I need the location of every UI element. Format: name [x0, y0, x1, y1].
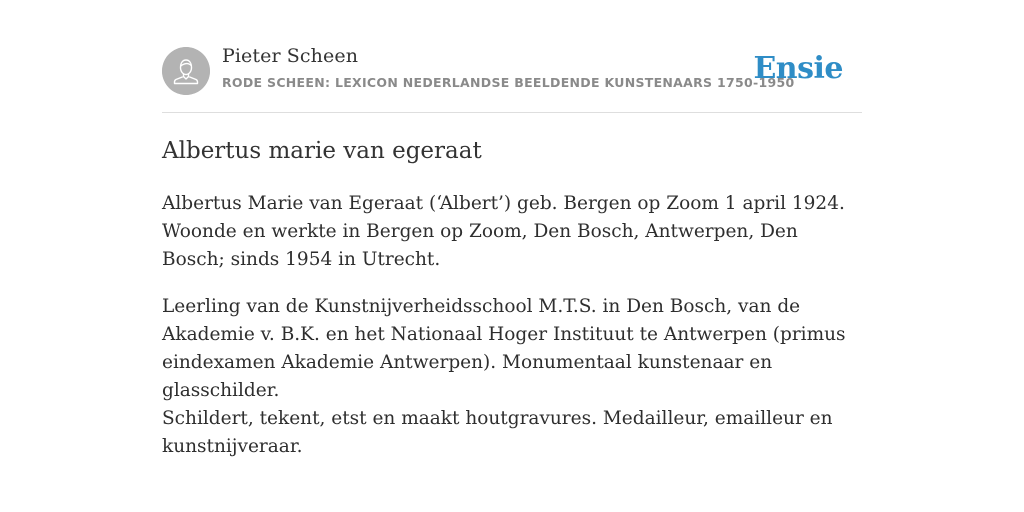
article-title: Albertus marie van egeraat — [162, 138, 482, 164]
article-paragraph: Albertus Marie van Egeraat (‘Albert’) geb. Bergen op Zoom 1 april 1924. Woonde en werkte in Bergen op Zoom, Den Bosch, Antwerpen, Den Bosch; sinds 1954 in Utrecht. — [162, 193, 845, 270]
article-paragraph: Schildert, tekent, etst en maakt houtgravures. Medailleur, emailleur en kunstnijveraar. — [162, 408, 833, 457]
avatar[interactable] — [162, 47, 210, 95]
article-card — [162, 0, 862, 457]
article-paragraph: Leerling van de Kunstnijverheidsschool M.T.S. in Den Bosch, van de Akademie v. B.K. en het Nationaal Hoger Instituut te Antwerpen (primus eindexamen Akademie Antwerpen). Monumentaal kunstenaar en glasschilder. — [162, 296, 846, 401]
user-silhouette-icon — [162, 47, 210, 95]
source-label[interactable]: RODE SCHEEN: LEXICON NEDERLANDSE BEELDENDE KUNSTENAARS 1750-1950 — [222, 75, 795, 90]
ensie-logo[interactable]: Ensie — [753, 51, 843, 86]
author-name[interactable]: Pieter Scheen — [222, 45, 359, 67]
article-header — [162, 0, 862, 113]
